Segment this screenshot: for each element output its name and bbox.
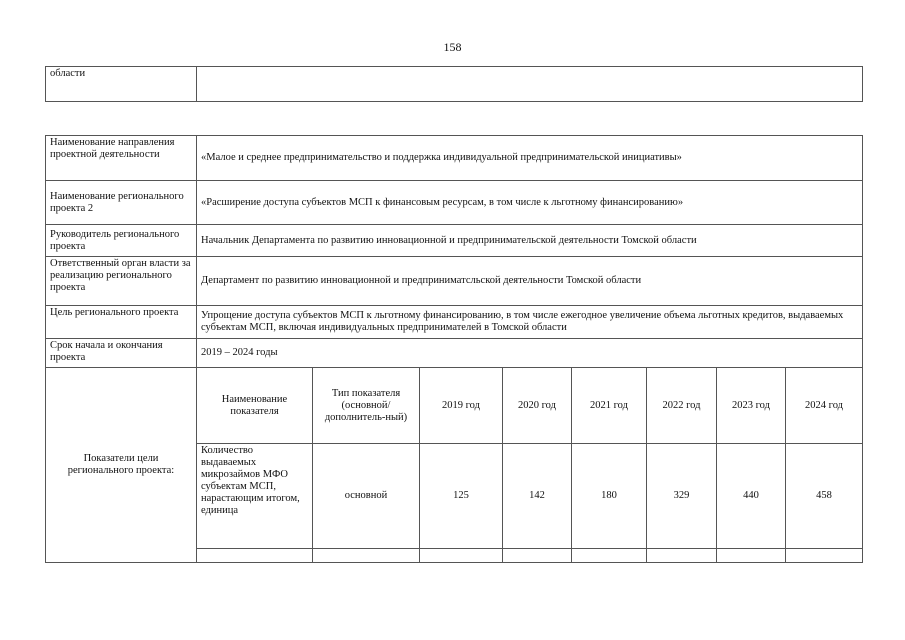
project-name-value: «Расширение доступа субъектов МСП к финансовым ресурсам, в том числе к льготному финансированию» (197, 181, 863, 225)
empty-cell (313, 549, 420, 563)
responsible-label: Ответственный орган власти за реализацию регионального проекта (46, 257, 197, 306)
empty-cell (503, 549, 572, 563)
goal-label: Цель регионального проекта (46, 306, 197, 339)
indicator-type: основной (313, 444, 420, 549)
table-row (46, 67, 863, 102)
indicator-header-2019: 2019 год (420, 368, 503, 444)
indicators-header-row (46, 368, 863, 444)
indicator-name: Количество выдаваемых микрозаймов МФО субъектам МСП, нарастающим итогом, единица (197, 444, 313, 549)
project-name-label: Наименование регионального проекта 2 (46, 181, 197, 225)
empty-cell (572, 549, 647, 563)
term-label: Срок начала и окончания проекта (46, 339, 197, 368)
table-row (46, 181, 863, 225)
term-value: 2019 – 2024 годы (197, 339, 863, 368)
indicator-value-2024: 458 (786, 444, 863, 549)
indicator-header-2020: 2020 год (503, 368, 572, 444)
indicator-value-2019: 125 (420, 444, 503, 549)
continuation-value (197, 67, 863, 102)
indicator-header-name: Наименование показателя (197, 368, 313, 444)
page-number: 158 (443, 40, 462, 54)
table-row (46, 136, 863, 181)
table-row (46, 306, 863, 339)
passport-table (45, 135, 863, 563)
indicator-value-2023: 440 (717, 444, 786, 549)
indicator-header-2021: 2021 год (572, 368, 647, 444)
table-row (46, 339, 863, 368)
head-label: Руководитель регионального проекта (46, 225, 197, 257)
empty-cell (647, 549, 717, 563)
indicator-value-2022: 329 (647, 444, 717, 549)
indicators-label: Показатели цели регионального проекта: (46, 368, 197, 563)
empty-cell (717, 549, 786, 563)
continuation-label: области (46, 67, 197, 102)
table-row (46, 225, 863, 257)
empty-cell (786, 549, 863, 563)
continuation-table (45, 66, 863, 102)
indicator-value-2020: 142 (503, 444, 572, 549)
indicator-header-2023: 2023 год (717, 368, 786, 444)
indicator-header-2024: 2024 год (786, 368, 863, 444)
direction-label: Наименование направления проектной деятельности (46, 136, 197, 181)
head-value: Начальник Департамента по развитию инновационной и предпринимательской деятельности Томской области (197, 225, 863, 257)
indicator-value-2021: 180 (572, 444, 647, 549)
indicator-header-type: Тип показателя (основной/ дополнитель-ный) (313, 368, 420, 444)
direction-value: «Малое и среднее предпринимательство и поддержка индивидуальной предпринимательской инициативы» (197, 136, 863, 181)
table-row (46, 257, 863, 306)
empty-cell (420, 549, 503, 563)
indicator-header-2022: 2022 год (647, 368, 717, 444)
responsible-value: Департамент по развитию инновационной и предприниматсльской деятельности Томской области (197, 257, 863, 306)
empty-cell (197, 549, 313, 563)
goal-value: Упрощение доступа субъектов МСП к льготному финансированию, в том числе ежегодное увеличение объема льготных кредитов, выдаваемых субъектам МСП, включая индивидуальных предпринимателей в Томской области (197, 306, 863, 339)
